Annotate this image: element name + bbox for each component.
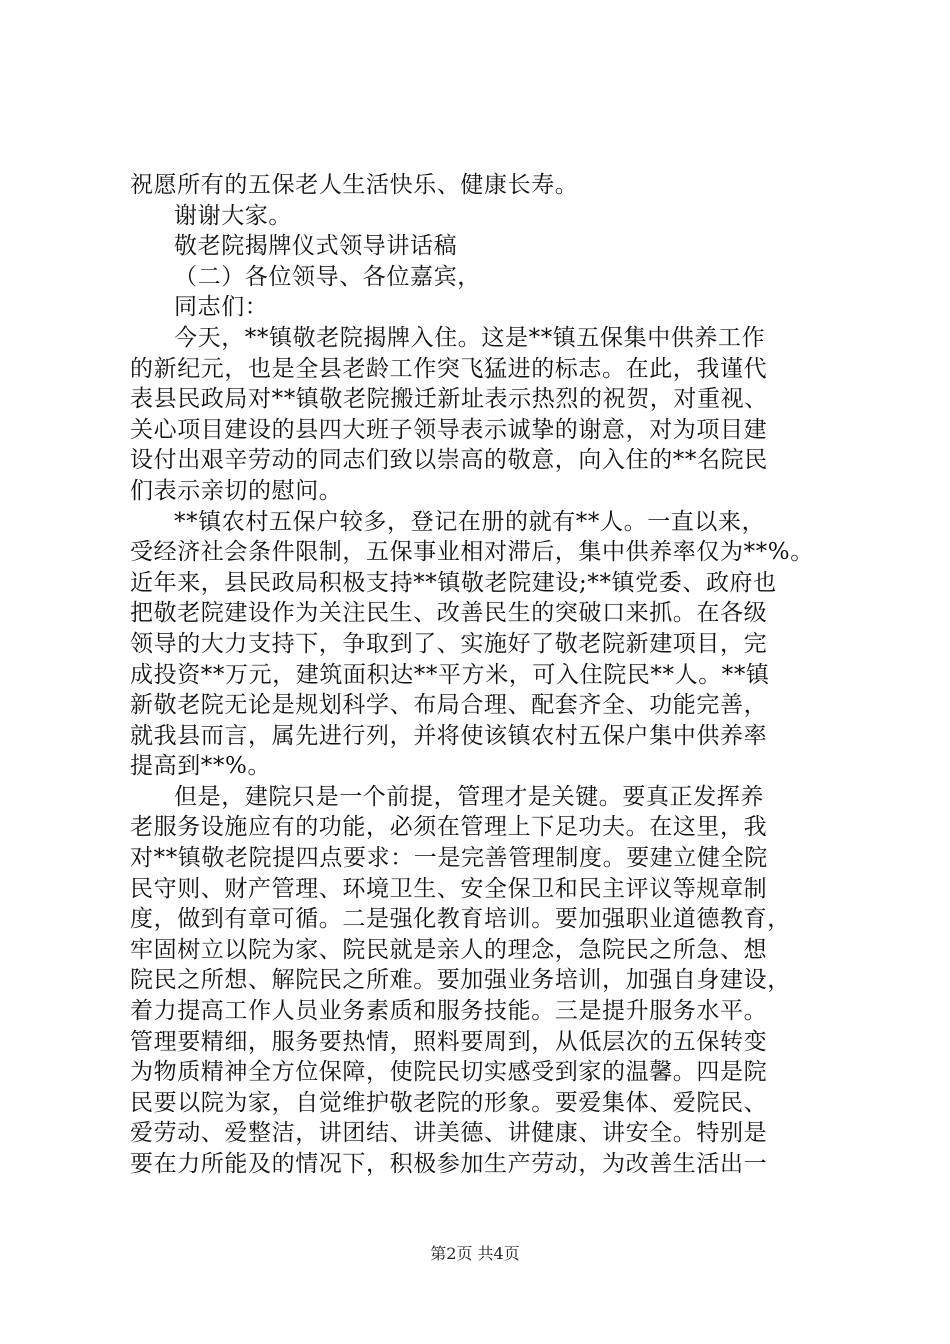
text-line: （二）各位领导、各位嘉宾，: [174, 263, 481, 290]
text-line: 谢谢大家。: [174, 202, 292, 229]
text-line: 的新纪元，也是全县老龄工作突飞猛进的标志。在此，我谨代: [130, 355, 768, 382]
text-line: 设付出艰辛劳动的同志们致以崇高的敬意，向入住的**名院民: [130, 447, 768, 474]
text-line: 同志们：: [174, 294, 269, 321]
text-line: 领导的大力支持下，争取到了、实施好了敬老院新建项目，完: [130, 630, 768, 657]
text-line: 关心项目建设的县四大班子领导表示诚挚的谢意，对为项目建: [130, 416, 768, 443]
text-line: 民守则、财产管理、环境卫生、安全保卫和民主评议等规章制: [130, 875, 768, 902]
document-subtitle: 敬老院揭牌仪式领导讲话稿: [174, 233, 458, 260]
page-indicator: 第2页 共4页: [430, 1244, 520, 1263]
text-line: 们表示亲切的慰问。: [130, 477, 343, 504]
text-line: 民要以院为家，自觉维护敬老院的形象。要爱集体、爱院民、: [130, 1089, 768, 1116]
document-body: [130, 170, 825, 1180]
text-line: 今天，**镇敬老院揭牌入住。这是**镇五保集中供养工作: [174, 324, 766, 351]
text-line: 牢固树立以院为家、院民就是亲人的理念，急院民之所急、想: [130, 936, 768, 963]
text-line: 对**镇敬老院提四点要求：一是完善管理制度。要建立健全院: [130, 845, 768, 872]
text-line: 为物质精神全方位保障，使院民切实感受到家的温馨。四是院: [130, 1059, 768, 1086]
text-line: 爱劳动、爱整洁，讲团结、讲美德、讲健康、讲安全。特别是: [130, 1120, 768, 1147]
text-line: 着力提高工作人员业务素质和服务技能。三是提升服务水平。: [130, 998, 768, 1025]
text-line: 成投资**万元，建筑面积达**平方米，可入住院民**人。**镇: [130, 661, 770, 688]
text-line: 管理要精细，服务要热情，照料要周到，从低层次的五保转变: [130, 1028, 768, 1055]
text-line: 受经济社会条件限制，五保事业相对滞后，集中供养率仅为**%。: [130, 539, 814, 566]
text-line: 提高到**%。: [130, 753, 272, 780]
text-line: 把敬老院建设作为关注民生、改善民生的突破口来抓。在各级: [130, 600, 768, 627]
text-line: 近年来，县民政局积极支持**镇敬老院建设;**镇党委、政府也: [130, 569, 777, 596]
text-line: 表县民政局对**镇敬老院搬迁新址表示热烈的祝贺，对重视、: [130, 386, 768, 413]
text-line: **镇农村五保户较多，登记在册的就有**人。一直以来，: [174, 508, 766, 535]
text-line: 就我县而言，属先进行列，并将使该镇农村五保户集中供养率: [130, 722, 768, 749]
text-line: 但是，建院只是一个前提，管理才是关键。要真正发挥养: [174, 783, 764, 810]
text-line: 祝愿所有的五保老人生活快乐、健康长寿。: [130, 172, 579, 198]
text-line: 院民之所想、解院民之所难。要加强业务培训，加强自身建设，: [130, 967, 791, 994]
text-line: 新敬老院无论是规划科学、布局合理、配套齐全、功能完善，: [130, 692, 768, 719]
text-line: 老服务设施应有的功能，必须在管理上下足功夫。在这里，我: [130, 814, 768, 841]
text-line: 要在力所能及的情况下，积极参加生产劳动，为改善生活出一: [130, 1151, 768, 1177]
text-line: 度，做到有章可循。二是强化教育培训。要加强职业道德教育，: [130, 906, 791, 933]
